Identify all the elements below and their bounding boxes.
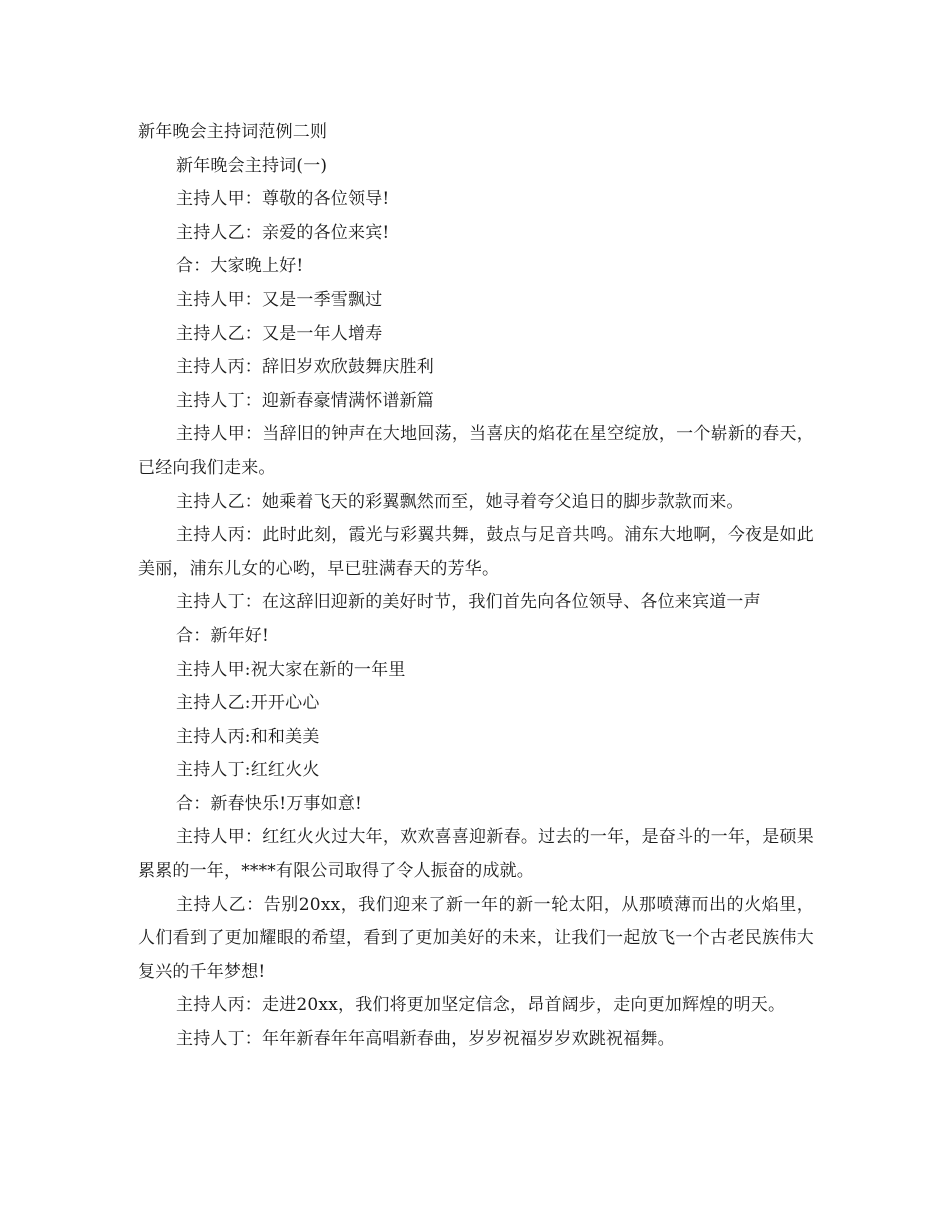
dialogue-line: 主持人丙：此时此刻，霞光与彩翼共舞，鼓点与足音共鸣。浦东大地啊，今夜是如此美丽，浦东儿女的心哟，早已驻满春天的芳华。 <box>138 525 814 579</box>
dialogue-line: 主持人乙：告别20xx，我们迎来了新一年的新一轮太阳，从那喷薄而出的火焰里，人们看到了更加耀眼的希望，看到了更加美好的未来，让我们一起放飞一个古老民族伟大复兴的千年梦想! <box>138 894 814 982</box>
dialogue-line: 合：大家晚上好! <box>176 256 304 277</box>
dialogue-line: 主持人丙：走进20xx，我们将更加坚定信念，昂首阔步，走向更加辉煌的明天。 <box>176 995 786 1016</box>
dialogue-line: 主持人丁：迎新春豪情满怀谱新篇 <box>176 390 434 411</box>
section-heading: 新年晚会主持词(一) <box>176 155 328 176</box>
document-body <box>138 116 814 1057</box>
dialogue-line: 主持人甲：尊敬的各位领导! <box>176 189 390 210</box>
dialogue-line: 主持人乙：亲爱的各位来宾! <box>176 222 390 243</box>
dialogue-line: 主持人丁：年年新春年年高唱新春曲，岁岁祝福岁岁欢跳祝福舞。 <box>176 1029 675 1050</box>
dialogue-line: 主持人丁：在这辞旧迎新的美好时节，我们首先向各位领导、各位来宾道一声 <box>176 592 761 613</box>
dialogue-line: 主持人甲:祝大家在新的一年里 <box>176 659 406 680</box>
dialogue-line: 主持人乙：她乘着飞天的彩翼飘然而至，她寻着夸父追日的脚步款款而来。 <box>176 491 744 512</box>
dialogue-line: 主持人丁:红红火火 <box>176 760 320 781</box>
dialogue-line: 主持人丙：辞旧岁欢欣鼓舞庆胜利 <box>176 357 434 378</box>
document-title: 新年晚会主持词范例二则 <box>138 122 328 142</box>
dialogue-line: 合：新春快乐!万事如意! <box>176 793 363 814</box>
dialogue-line: 主持人甲：又是一季雪飘过 <box>176 289 383 310</box>
dialogue-line: 合：新年好! <box>176 625 270 646</box>
dialogue-line: 主持人乙:开开心心 <box>176 693 320 714</box>
dialogue-line: 主持人甲：当辞旧的钟声在大地回荡，当喜庆的焰花在星空绽放，一个崭新的春天，已经向我们走来。 <box>138 424 814 478</box>
dialogue-line: 主持人甲：红红火火过大年，欢欢喜喜迎新春。过去的一年，是奋斗的一年，是硕果累累的一年，****有限公司取得了令人振奋的成就。 <box>138 827 814 882</box>
dialogue-line: 主持人丙:和和美美 <box>176 726 320 747</box>
dialogue-line: 主持人乙：又是一年人增寿 <box>176 323 383 344</box>
